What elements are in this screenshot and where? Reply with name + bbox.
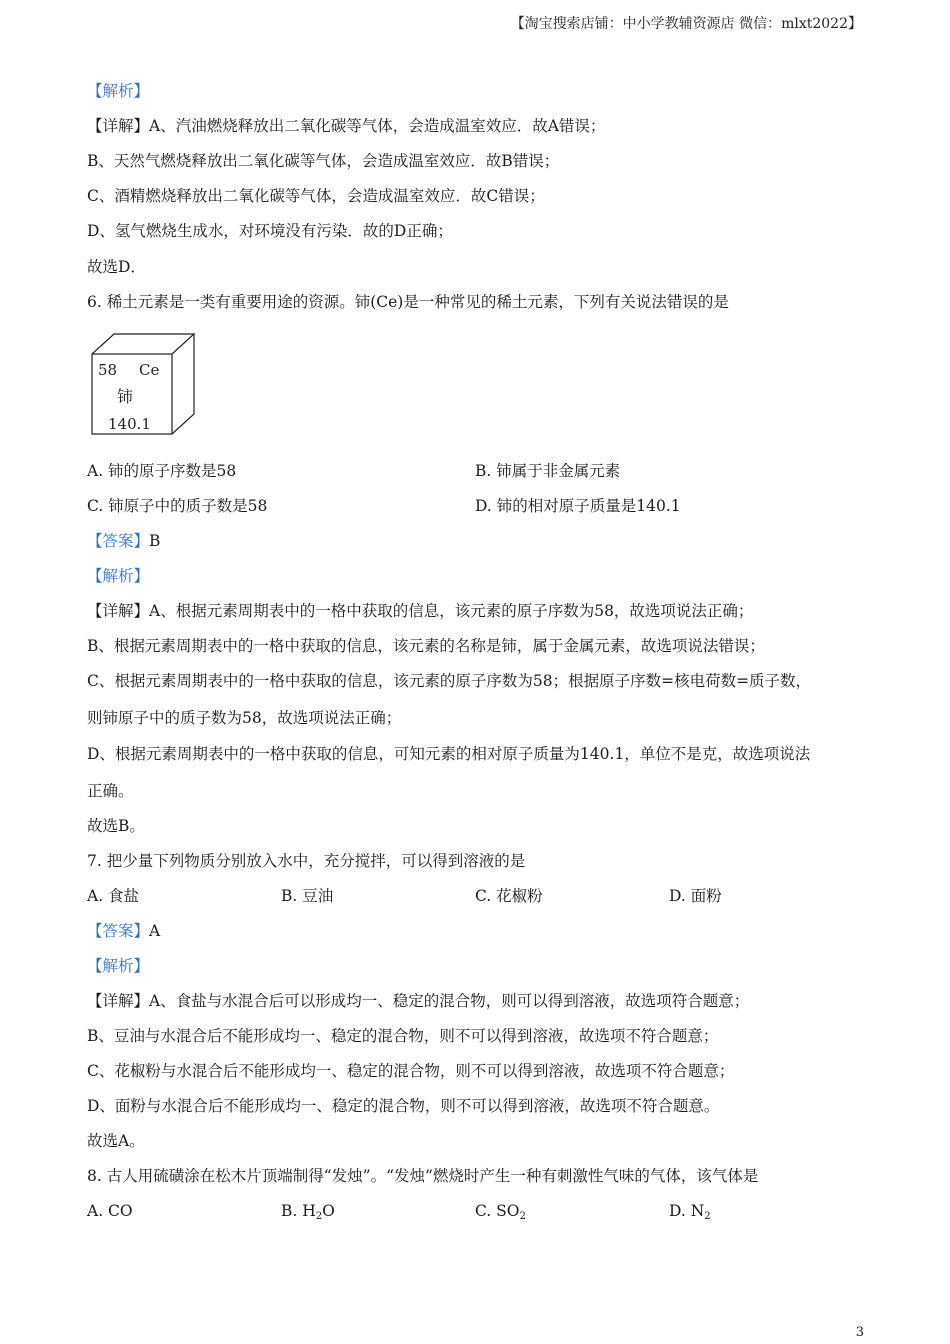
q7-detail-a	[87, 991, 749, 1011]
q6-answer-value: B	[149, 532, 161, 550]
q6-stem: 6. 稀土元素是一类有重要用途的资源。铈(Ce)是一种常见的稀土元素，下列有关说法错误的是	[87, 293, 729, 311]
q7-option-b: B. 豆油	[281, 887, 334, 905]
q6-option-a: A. 铈的原子序数是58	[87, 462, 237, 480]
q6-detail-a-text: A、根据元素周期表中的一格中获取的信息，该元素的原子序数为58，故选项说法正确；	[149, 602, 754, 620]
q5-detail-a-text: A、汽油燃烧释放出二氧化碳等气体，会造成温室效应．故A错误；	[149, 117, 606, 135]
q7-jiexi-tag: 【解析】	[87, 957, 150, 975]
answer-tag: 【答案】	[87, 922, 150, 940]
q8-option-b-pre: B. H	[281, 1202, 316, 1220]
q7-option-d: D. 面粉	[669, 887, 722, 905]
q6-detail-c1: C、根据元素周期表中的一格中获取的信息，该元素的原子序数为58；根据原子序数=核电荷数=质子数，	[87, 672, 812, 690]
q7-answer-value: A	[149, 922, 161, 940]
q5-detail-d: D、氢气燃烧生成水，对环境没有污染．故的D正确；	[87, 222, 453, 240]
q7-conclusion: 故选A。	[87, 1132, 145, 1150]
q8-option-c	[475, 1201, 526, 1227]
q5-detail-c: C、酒精燃烧释放出二氧化碳等气体，会造成温室效应．故C错误；	[87, 187, 545, 205]
q7-answer	[87, 921, 160, 941]
q7-stem: 7. 把少量下列物质分别放入水中，充分搅拌，可以得到溶液的是	[87, 852, 526, 870]
page-header: 【淘宝搜索店铺：中小学教辅资源店 微信：mlxt2022】	[510, 16, 862, 32]
q5-detail-b: B、天然气燃烧释放出二氧化碳等气体，会造成温室效应．故B错误；	[87, 152, 560, 170]
q6-detail-b: B、根据元素周期表中的一格中获取的信息，该元素的名称是铈，属于金属元素，故选项说法错误；	[87, 637, 765, 655]
q6-detail-d1: D、根据元素周期表中的一格中获取的信息，可知元素的相对原子质量为140.1，单位不是克，故选项说法	[87, 745, 811, 763]
q6-option-b: B. 铈属于非金属元素	[475, 462, 621, 480]
q8-option-a: A. CO	[87, 1202, 133, 1220]
q8-option-c-sub: 2	[519, 1211, 526, 1222]
answer-tag: 【答案】	[87, 532, 150, 550]
q6-jiexi-tag: 【解析】	[87, 567, 150, 585]
q5-detail-a	[87, 116, 605, 136]
element-mass: 140.1	[108, 415, 151, 433]
q6-answer	[87, 531, 160, 551]
q5-jiexi-tag: 【解析】	[87, 82, 150, 100]
q8-option-d	[669, 1201, 711, 1227]
xiangjie-tag: 【详解】	[87, 602, 150, 620]
q6-conclusion: 故选B。	[87, 817, 145, 835]
xiangjie-tag: 【详解】	[87, 117, 150, 135]
q5-conclusion: 故选D．	[87, 258, 146, 276]
page-number: 3	[855, 1325, 864, 1340]
q8-option-d-sub: 2	[704, 1211, 711, 1222]
q7-option-a: A. 食盐	[87, 887, 140, 905]
q8-option-b-sub: 2	[315, 1211, 323, 1222]
q7-option-c: C. 花椒粉	[475, 887, 543, 905]
element-cell-figure	[86, 332, 200, 438]
q6-detail-a	[87, 601, 753, 621]
q6-detail-c2: 则铈原子中的质子数为58，故选项说法正确；	[87, 709, 402, 727]
q8-option-b-post: O	[322, 1202, 335, 1220]
q8-option-c-pre: C. SO	[475, 1202, 520, 1220]
q6-detail-d2: 正确。	[87, 782, 134, 800]
q6-option-c: C. 铈原子中的质子数是58	[87, 497, 268, 515]
q8-stem: 8. 古人用硫磺涂在松木片顶端制得“发烛”。“发烛”燃烧时产生一种有刺激性气味的气体，该气体是	[87, 1167, 759, 1185]
q7-detail-d: D、面粉与水混合后不能形成均一、稳定的混合物，则不可以得到溶液，故选项不符合题意。	[87, 1097, 720, 1115]
q8-option-d-pre: D. N	[669, 1202, 705, 1220]
element-atomic-number: 58	[98, 361, 118, 379]
q6-option-d: D. 铈的相对原子质量是140.1	[475, 497, 681, 515]
q7-detail-a-text: A、食盐与水混合后可以形成均一、稳定的混合物，则可以得到溶液，故选项符合题意；	[149, 992, 750, 1010]
q7-detail-b: B、豆油与水混合后不能形成均一、稳定的混合物，则不可以得到溶液，故选项不符合题意；	[87, 1027, 719, 1045]
element-name: 铈	[117, 387, 134, 406]
xiangjie-tag: 【详解】	[87, 992, 150, 1010]
q8-option-b	[281, 1201, 335, 1227]
element-symbol: Ce	[139, 361, 160, 379]
q7-detail-c: C、花椒粉与水混合后不能形成均一、稳定的混合物，则不可以得到溶液，故选项不符合题意；	[87, 1062, 735, 1080]
